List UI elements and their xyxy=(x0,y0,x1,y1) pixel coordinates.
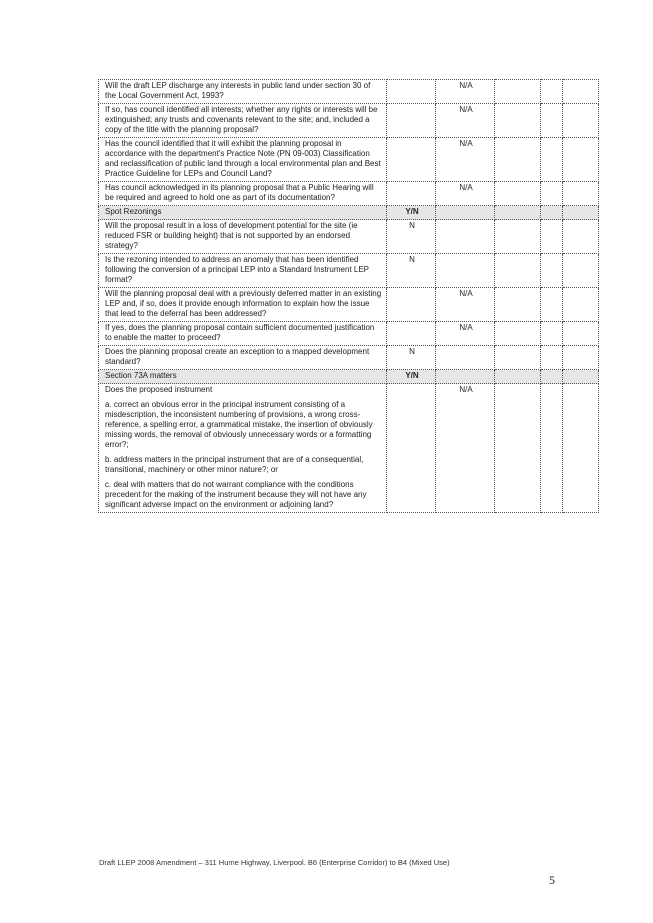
empty-cell xyxy=(495,80,541,104)
section-title: Spot Rezonings xyxy=(99,206,387,220)
yn-cell: N xyxy=(387,254,436,288)
empty-cell xyxy=(563,104,599,138)
empty-cell xyxy=(495,384,541,513)
empty-cell xyxy=(495,254,541,288)
empty-cell xyxy=(495,370,541,384)
yn-cell xyxy=(387,182,436,206)
empty-cell xyxy=(495,322,541,346)
page-footer: Draft LLEP 2008 Amendment – 311 Hume Highway, Liverpool. B6 (Enterprise Corridor) to B4 (Mixed Use) xyxy=(99,858,450,867)
question-cell: If yes, does the planning proposal contain sufficient documented justification to enable the matter to proceed? xyxy=(99,322,387,346)
empty-cell xyxy=(541,288,563,322)
section-header-row xyxy=(99,370,599,384)
empty-cell xyxy=(495,182,541,206)
question-paragraph: Does the proposed instrument xyxy=(105,385,213,394)
table-row xyxy=(99,322,599,346)
empty-cell xyxy=(541,138,563,182)
empty-cell xyxy=(541,182,563,206)
yn-cell xyxy=(387,138,436,182)
question-cell: If so, has council identified all interests; whether any rights or interests will be extinguished; any trusts and covenants relevant to the site; and, included a copy of the title with the planning proposal? xyxy=(99,104,387,138)
table-row xyxy=(99,138,599,182)
question-cell: Has council acknowledged in its planning proposal that a Public Hearing will be required and agreed to hold one as part of its documentation? xyxy=(99,182,387,206)
table-row xyxy=(99,384,599,513)
question-paragraph: b. address matters in the principal instrument that are of a consequential, transitional, machinery or other minor nature?; or xyxy=(105,455,364,474)
empty-cell xyxy=(495,104,541,138)
question-paragraph: a. correct an obvious error in the principal instrument consisting of a misdescription, the inconsistent numbering of provisions, a wrong cross-reference, a spelling error, a grammatical mistake, the insertion of obviously missing words, the removal of obviously unnecessary words or a formatting error?; xyxy=(105,400,373,449)
na-cell: N/A xyxy=(436,288,495,322)
yn-cell xyxy=(387,288,436,322)
empty-cell xyxy=(563,220,599,254)
empty-cell xyxy=(541,346,563,370)
na-cell xyxy=(436,254,495,288)
yn-cell: N xyxy=(387,346,436,370)
na-cell xyxy=(436,370,495,384)
table-row xyxy=(99,220,599,254)
empty-cell xyxy=(563,138,599,182)
empty-cell xyxy=(563,384,599,513)
empty-cell xyxy=(563,80,599,104)
na-cell xyxy=(436,220,495,254)
empty-cell xyxy=(563,182,599,206)
empty-cell xyxy=(541,80,563,104)
empty-cell xyxy=(541,322,563,346)
empty-cell xyxy=(541,220,563,254)
question-cell: Will the proposal result in a loss of development potential for the site (ie reduced FSR or building height) that is not supported by an endorsed strategy? xyxy=(99,220,387,254)
empty-cell xyxy=(563,206,599,220)
question-cell: Is the rezoning intended to address an anomaly that has been identified following the conversion of a principal LEP into a Standard Instrument LEP format? xyxy=(99,254,387,288)
empty-cell xyxy=(541,206,563,220)
na-cell: N/A xyxy=(436,80,495,104)
yn-cell: N xyxy=(387,220,436,254)
question-paragraph: c. deal with matters that do not warrant compliance with the conditions precedent for the making of the instrument because they will not have any significant adverse impact on the environment or adjoining land? xyxy=(105,480,367,509)
question-cell: Will the planning proposal deal with a previously deferred matter in an existing LEP and, if so, does it provide enough information to explain how the issue that lead to the deferral has been addressed? xyxy=(99,288,387,322)
na-cell xyxy=(436,346,495,370)
table-row xyxy=(99,254,599,288)
yn-cell xyxy=(387,384,436,513)
table-row xyxy=(99,182,599,206)
empty-cell xyxy=(495,220,541,254)
empty-cell xyxy=(495,346,541,370)
yn-header: Y/N xyxy=(387,370,436,384)
empty-cell xyxy=(541,384,563,513)
empty-cell xyxy=(541,370,563,384)
question-cell: Does the planning proposal create an exception to a mapped development standard? xyxy=(99,346,387,370)
na-cell: N/A xyxy=(436,138,495,182)
yn-cell xyxy=(387,322,436,346)
na-cell: N/A xyxy=(436,322,495,346)
table-row xyxy=(99,104,599,138)
na-cell: N/A xyxy=(436,182,495,206)
empty-cell xyxy=(563,370,599,384)
table-row xyxy=(99,80,599,104)
question-cell xyxy=(99,384,387,513)
empty-cell xyxy=(563,322,599,346)
empty-cell xyxy=(495,288,541,322)
empty-cell xyxy=(563,288,599,322)
checklist-table xyxy=(98,79,599,513)
yn-cell xyxy=(387,104,436,138)
page-number: 5 xyxy=(549,873,555,887)
empty-cell xyxy=(541,254,563,288)
na-cell: N/A xyxy=(436,104,495,138)
section-title: Section 73A matters xyxy=(99,370,387,384)
section-header-row xyxy=(99,206,599,220)
empty-cell xyxy=(563,254,599,288)
question-cell: Has the council identified that it will exhibit the planning proposal in accordance with the department's Practice Note (PN 09-003) Classification and reclassification of public land through a local environmental plan and Best Practice Guideline for LEPs and Council Land? xyxy=(99,138,387,182)
table-row xyxy=(99,346,599,370)
empty-cell xyxy=(541,104,563,138)
empty-cell xyxy=(495,206,541,220)
table-row xyxy=(99,288,599,322)
yn-cell xyxy=(387,80,436,104)
na-cell: N/A xyxy=(436,384,495,513)
yn-header: Y/N xyxy=(387,206,436,220)
na-cell xyxy=(436,206,495,220)
question-cell: Will the draft LEP discharge any interests in public land under section 30 of the Local Government Act, 1993? xyxy=(99,80,387,104)
empty-cell xyxy=(495,138,541,182)
empty-cell xyxy=(563,346,599,370)
